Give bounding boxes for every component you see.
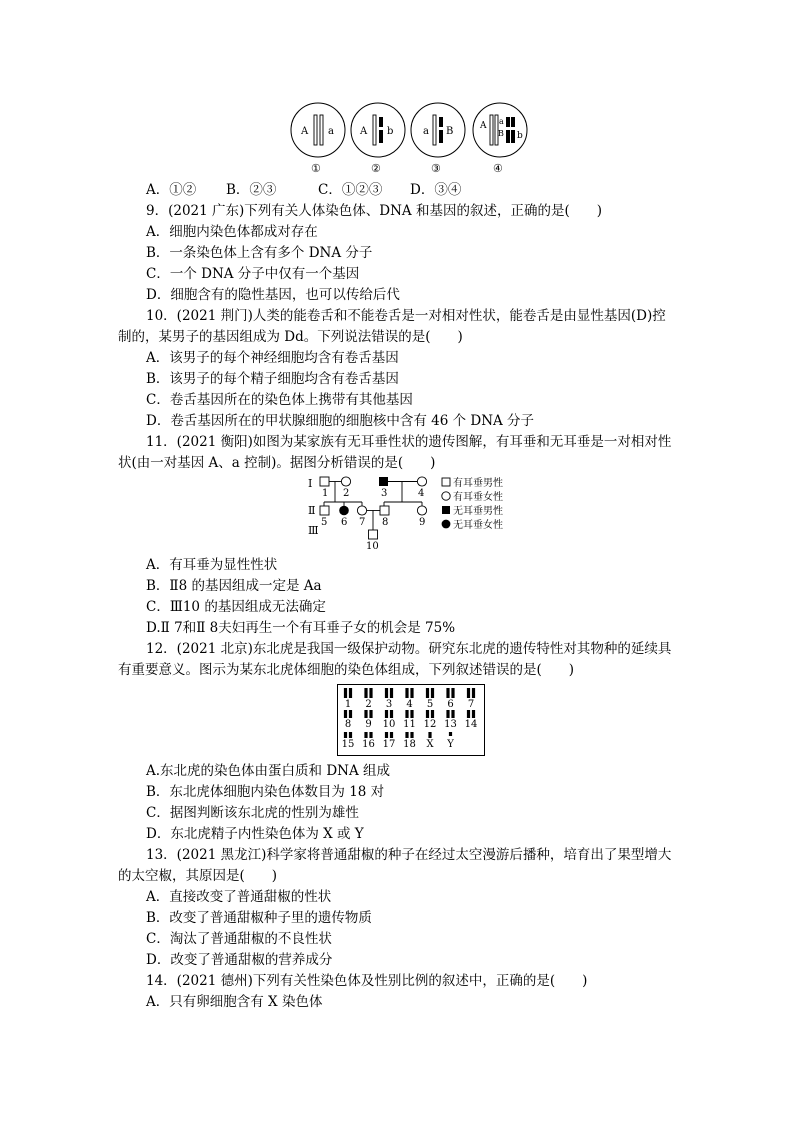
q9-option-c[interactable]: C．一个 DNA 分子中仅有一个基因 bbox=[146, 266, 360, 282]
gen-label-III: Ⅲ bbox=[308, 524, 319, 537]
cell-1-left-allele: A bbox=[301, 126, 309, 137]
gen-label-II: Ⅱ bbox=[308, 504, 316, 517]
karyotype-label: 9 bbox=[365, 719, 372, 730]
karyotype-label: 18 bbox=[403, 739, 416, 750]
q8-option-b[interactable]: B．②③ bbox=[226, 182, 277, 198]
person-II5 bbox=[320, 506, 329, 515]
legend-circle-filled bbox=[442, 520, 451, 529]
q11-stem-line1: 11．(2021 衡阳)如图为某家族有无耳垂性状的遗传图解，有耳垂和无耳垂是一对相对性 bbox=[146, 434, 672, 450]
num-9: 9 bbox=[419, 517, 426, 528]
person-II8 bbox=[380, 506, 389, 515]
karyotype-label: 11 bbox=[403, 719, 416, 730]
q13-option-b[interactable]: B．改变了普通甜椒种子里的遗传物质 bbox=[146, 910, 372, 926]
cell-3 bbox=[411, 103, 465, 175]
cell-3-left-allele: a bbox=[423, 126, 429, 137]
q8-option-a[interactable]: A．①② bbox=[146, 182, 197, 198]
karyotype-label: 2 bbox=[365, 699, 372, 710]
q8-options bbox=[146, 181, 461, 199]
cell-4-left-allele: A bbox=[480, 121, 487, 131]
person-III10 bbox=[369, 530, 378, 539]
q11-stem-line2: 状(由一对基因 A、a 控制)。据图分析错误的是( ) bbox=[118, 455, 436, 471]
q12-stem-line2: 有重要意义。图示为某东北虎体细胞的染色体组成，下列叙述错误的是( ) bbox=[118, 662, 575, 678]
q14-stem: 14．(2021 德州)下列有关性染色体及性别比例的叙述中，正确的是( ) bbox=[146, 973, 588, 989]
q10-option-c[interactable]: C．卷舌基因所在的染色体上携带有其他基因 bbox=[146, 392, 413, 408]
q11-option-c[interactable]: C．Ⅲ10 的基因组成无法确定 bbox=[146, 599, 326, 615]
q13-stem-line1: 13．(2021 黑龙江)科学家将普通甜椒的种子在经过太空漫游后播种，培育出了果型增大 bbox=[146, 847, 672, 863]
cell-2-right-allele: b bbox=[387, 126, 394, 137]
num-1: 1 bbox=[322, 488, 329, 499]
karyotype-figure bbox=[337, 684, 485, 756]
q9-option-a[interactable]: A．细胞内染色体都成对存在 bbox=[146, 224, 318, 240]
legend-label-3: 无耳垂男性 bbox=[453, 506, 503, 517]
karyotype-label: 7 bbox=[467, 699, 475, 710]
cell-1-label: ① bbox=[311, 162, 321, 175]
q10-option-d[interactable]: D．卷舌基因所在的甲状腺细胞的细胞核中含有 46 个 DNA 分子 bbox=[146, 413, 535, 429]
legend-label-2: 有耳垂女性 bbox=[453, 492, 503, 503]
cell-1-right-allele: a bbox=[328, 126, 334, 137]
q9-stem: 9．(2021 广东)下列有关人体染色体、DNA 和基因的叙述，正确的是( ) bbox=[146, 203, 602, 219]
q13-option-a[interactable]: A．直接改变了普通甜椒的性状 bbox=[146, 889, 332, 905]
karyotype-label: 14 bbox=[464, 719, 478, 730]
num-10: 10 bbox=[366, 541, 379, 552]
person-I3 bbox=[379, 477, 388, 486]
num-6: 6 bbox=[341, 517, 348, 528]
person-II7 bbox=[357, 506, 366, 515]
q10-stem-line1: 10．(2021 荆门)人类的能卷舌和不能卷舌是一对相对性状，能卷舌是由显性基因(D)控 bbox=[146, 308, 666, 324]
q9-option-b[interactable]: B．一条染色体上含有多个 DNA 分子 bbox=[146, 245, 373, 261]
num-2: 2 bbox=[343, 488, 350, 499]
karyotype-label: 8 bbox=[344, 719, 352, 730]
karyotype-label: 4 bbox=[406, 699, 413, 710]
karyotype-label: 15 bbox=[341, 739, 355, 750]
q8-option-d[interactable]: D．③④ bbox=[410, 182, 462, 198]
chromosome-cells-figure bbox=[290, 102, 530, 178]
gen-label-I: Ⅰ bbox=[308, 477, 313, 490]
q12-option-b[interactable]: B．东北虎体细胞内染色体数目为 18 对 bbox=[146, 784, 385, 800]
q10-option-a[interactable]: A．该男子的每个神经细胞均含有卷舌基因 bbox=[146, 350, 399, 366]
q12-stem-line1: 12．(2021 北京)东北虎是我国一级保护动物。研究东北虎的遗传特性对其物种的延续具 bbox=[146, 641, 672, 657]
cell-2-left-allele: A bbox=[360, 126, 368, 137]
q12-option-c[interactable]: C．据图判断该东北虎的性别为雄性 bbox=[146, 805, 359, 821]
karyotype-label: 10 bbox=[382, 719, 396, 730]
num-7: 7 bbox=[359, 517, 366, 528]
cell-3-label: ③ bbox=[431, 162, 441, 175]
karyotype-label: 6 bbox=[447, 699, 454, 710]
cell-1 bbox=[291, 103, 345, 175]
cell-3-right-allele: B bbox=[446, 126, 454, 137]
q14-option-a[interactable]: A．只有卵细胞含有 X 染色体 bbox=[146, 994, 323, 1010]
legend-label-4: 无耳垂女性 bbox=[453, 520, 503, 531]
person-II9 bbox=[417, 506, 426, 515]
num-5: 5 bbox=[321, 517, 328, 528]
q11-option-d[interactable]: D.Ⅱ 7和Ⅱ 8夫妇再生一个有耳垂子女的机会是 75% bbox=[146, 620, 456, 636]
person-I1 bbox=[320, 477, 329, 486]
karyotype-label: 5 bbox=[426, 699, 434, 710]
q11-option-b[interactable]: B．Ⅱ8 的基因组成一定是 Aa bbox=[146, 578, 322, 594]
cell-4 bbox=[473, 103, 527, 175]
person-I2 bbox=[341, 477, 350, 486]
q12-option-a[interactable]: A.东北虎的染色体由蛋白质和 DNA 组成 bbox=[146, 763, 391, 779]
q12-option-d[interactable]: D．东北虎精子内性染色体为 X 或 Y bbox=[146, 826, 364, 842]
cell-4-label: ④ bbox=[493, 162, 503, 175]
karyotype-label: 3 bbox=[385, 699, 393, 710]
q10-option-b[interactable]: B．该男子的每个精子细胞均含有卷舌基因 bbox=[146, 371, 399, 387]
pedigree-chart bbox=[306, 474, 524, 552]
q10-stem-line2: 制的，某男子的基因组成为 Dd。下列说法错误的是( ) bbox=[118, 329, 463, 345]
karyotype-label: 13 bbox=[444, 719, 457, 730]
num-4: 4 bbox=[418, 488, 425, 499]
cell-4-right-allele: b bbox=[517, 131, 523, 141]
karyotype-label: 12 bbox=[423, 719, 437, 730]
q13-stem-line2: 的太空椒，其原因是( ) bbox=[118, 868, 278, 884]
cell-4-mid-bottom-allele: B bbox=[498, 129, 504, 138]
legend-square-open bbox=[442, 478, 450, 486]
karyotype-label: 17 bbox=[382, 739, 396, 750]
q13-option-d[interactable]: D．改变了普通甜椒的营养成分 bbox=[146, 952, 333, 968]
legend-circle-open bbox=[442, 492, 450, 500]
legend-label-1: 有耳垂男性 bbox=[453, 478, 503, 489]
q8-option-c[interactable]: C．①②③ bbox=[318, 182, 383, 198]
q13-option-c[interactable]: C．淘汰了普通甜椒的不良性状 bbox=[146, 931, 332, 947]
cell-2 bbox=[351, 103, 405, 175]
karyotype-label: X bbox=[426, 739, 434, 750]
karyotype-label: 1 bbox=[344, 699, 352, 710]
karyotype-label: 16 bbox=[362, 739, 375, 750]
karyotype-label: Y bbox=[447, 739, 454, 750]
q11-option-a[interactable]: A．有耳垂为显性性状 bbox=[146, 557, 278, 573]
legend-square-filled bbox=[442, 506, 450, 514]
person-II6 bbox=[339, 506, 349, 516]
cell-2-label: ② bbox=[371, 162, 381, 175]
person-I4 bbox=[417, 477, 426, 486]
q9-option-d[interactable]: D．细胞含有的隐性基因，也可以传给后代 bbox=[146, 287, 400, 303]
num-3: 3 bbox=[381, 488, 388, 499]
num-8: 8 bbox=[382, 517, 389, 528]
cell-4-mid-top-allele: a bbox=[499, 117, 504, 126]
